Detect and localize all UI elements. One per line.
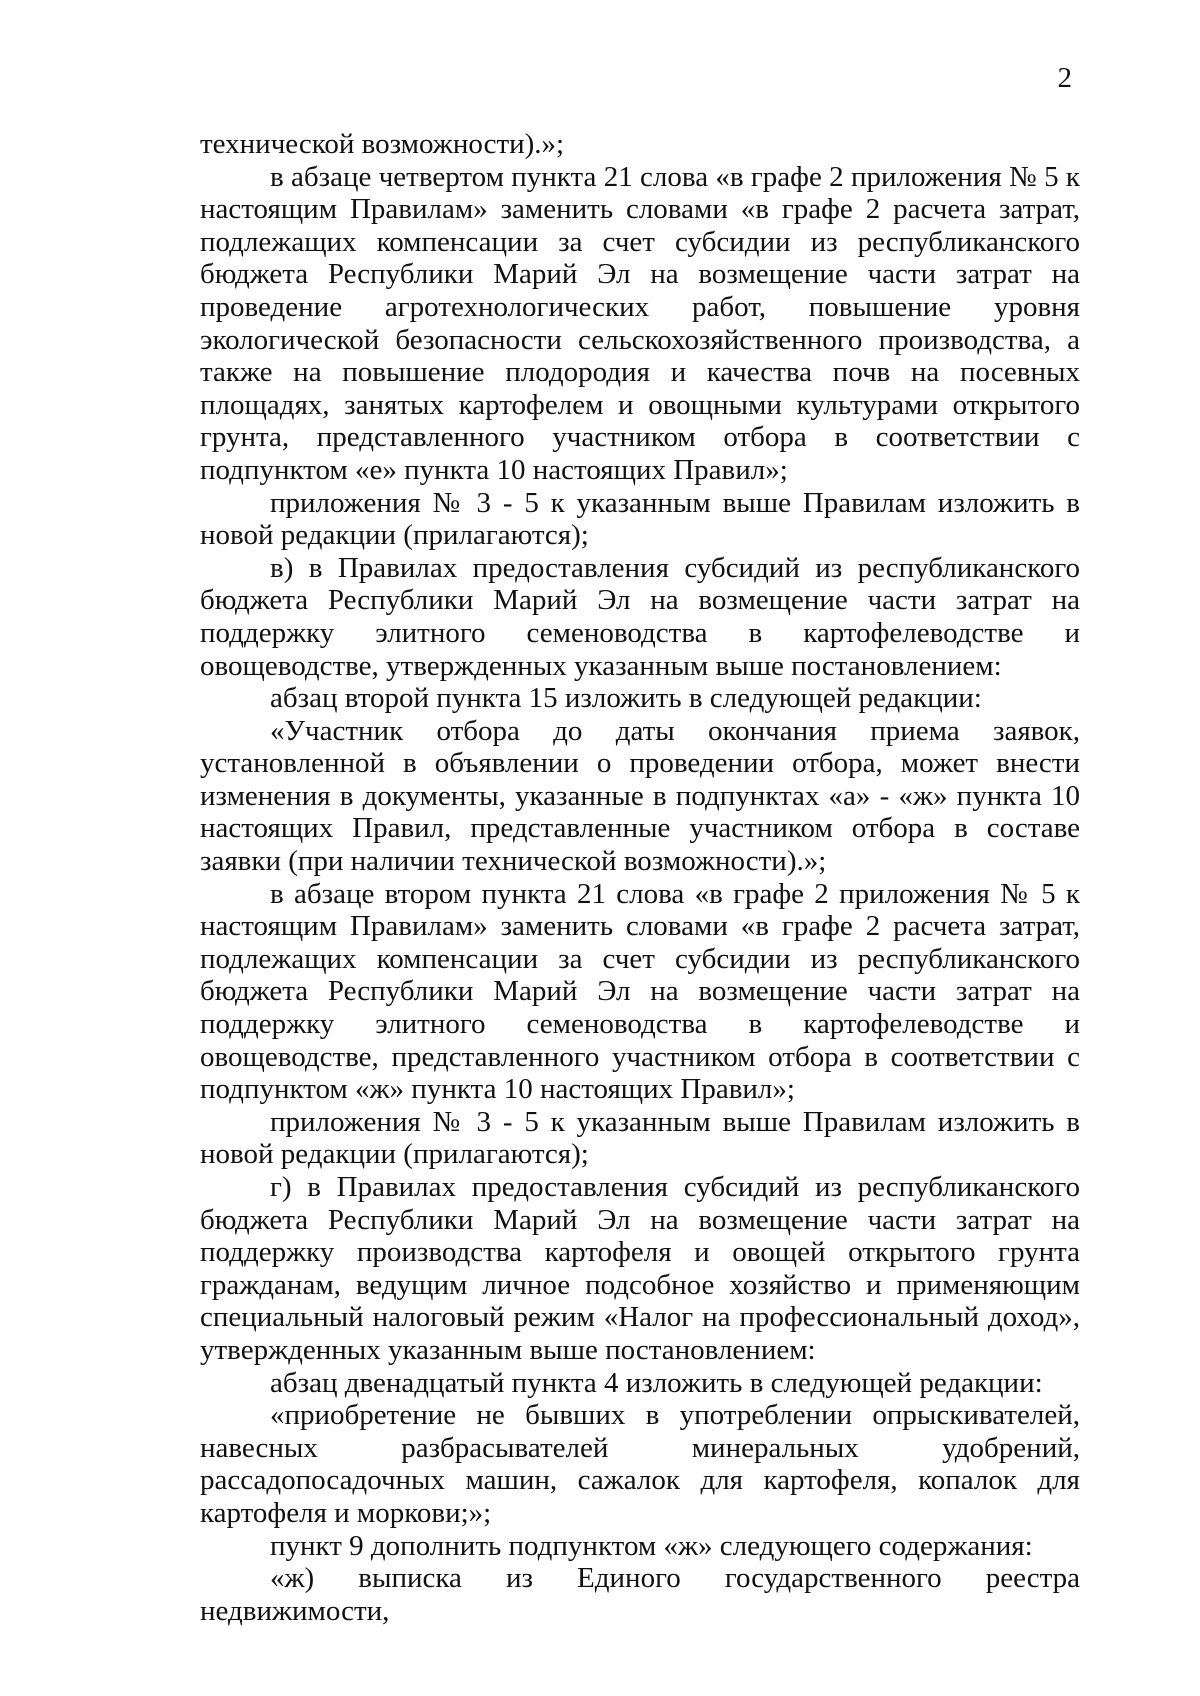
paragraph-4: в) в Правилах предоставления субсидий из республиканского бюджета Республики Марий Эл на возмещение части затрат на поддержку элитного семеноводства в картофелеводстве и овощеводстве, утвержденных указанным выше постановлением:: [200, 551, 1080, 682]
paragraph-13: «ж) выписка из Единого государственного реестра недвижимости,: [200, 1562, 1080, 1627]
paragraph-10: абзац двенадцатый пункта 4 изложить в следующей редакции:: [270, 1366, 1043, 1399]
paragraph-3: приложения № 3 - 5 к указанным выше Правилам изложить в новой редакции (прилагаются);: [200, 486, 1080, 552]
paragraph-6: «Участник отбора до даты окончания приема заявок, установленной в объявлении о проведении отбора, может внести изменения в документы, указанные в подпунктах «а» - «ж» пункта 10 настоящих Правил, представленные участником отбора в составе заявки (при наличии технической возможности).»;: [200, 714, 1080, 878]
paragraph-9: г) в Правилах предоставления субсидий из республиканского бюджета Республики Марий Эл на возмещение части затрат на поддержку производства картофеля и овощей открытого грунта гражданам, ведущим личное подсобное хозяйство и применяющим специальный налоговый режим «Налог на профессиональный доход», утвержденных указанным выше постановлением:: [200, 1171, 1080, 1366]
paragraph-11: «приобретение не бывших в употреблении опрыскивателей, навесных разбрасывателей минеральных удобрений, рассадопосадочных машин, сажалок для картофеля, копалок для картофеля и моркови;»;: [200, 1399, 1080, 1529]
paragraph-7: в абзаце втором пункта 21 слова «в графе 2 приложения № 5 к настоящим Правилам» заменить словами «в графе 2 расчета затрат, подлежащих компенсации за счет субсидии из республиканского бюджета Республики Марий Эл на возмещение части затрат на поддержку элитного семеноводства в картофелеводстве и овощеводстве, представленного участником отбора в соответствии с подпунктом «ж» пункта 10 настоящих Правил»;: [200, 877, 1080, 1106]
paragraph-2: в абзаце четвертом пункта 21 слова «в графе 2 приложения № 5 к настоящим Правилам» заменить словами «в графе 2 расчета затрат, подлежащих компенсации за счет субсидии из республиканского бюджета Республики Марий Эл на возмещение части затрат на проведение агротехнологических работ, повышение уровня экологической безопасности сельскохозяйственного производства, а также на повышение плодородия и качества почв на посевных площадях, занятых картофелем и овощными культурами открытого грунта, представленного участником отбора в соответствии с подпунктом «е» пункта 10 настоящих Правил»;: [200, 160, 1080, 486]
document-body: [200, 128, 1080, 1627]
paragraph-12: пункт 9 дополнить подпунктом «ж» следующего содержания:: [270, 1529, 1033, 1562]
page-number: 2: [1057, 62, 1072, 94]
paragraph-5: абзац второй пункта 15 изложить в следующей редакции:: [270, 682, 982, 715]
paragraph-1: технической возможности).»;: [200, 128, 565, 160]
paragraph-8: приложения № 3 - 5 к указанным выше Правилам изложить в новой редакции (прилагаются);: [200, 1105, 1080, 1171]
